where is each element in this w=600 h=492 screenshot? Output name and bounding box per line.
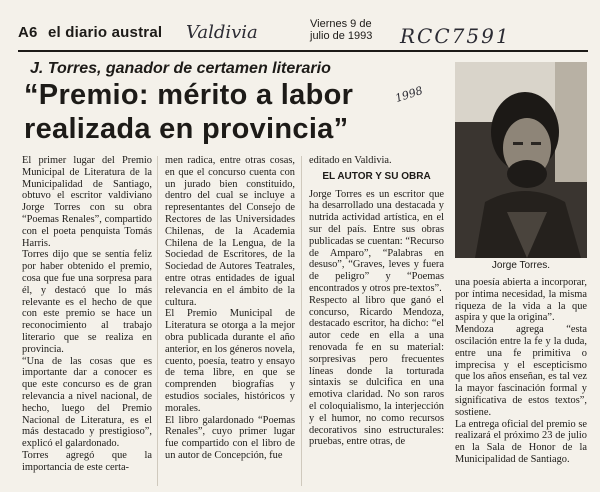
date-line-2: julio de 1993: [310, 30, 373, 42]
masthead-rule: [18, 50, 588, 52]
issue-date: [310, 18, 382, 42]
column-3-body: Jorge Torres es un escritor que ha desarrollado una destacada y nutrida actividad artística, en el sur del país. Entre sus obras publicadas se cuentan: “Recurso de Amparo”, “Palabras en desuso”, “Graves, leves y fuera de peligro” y “Poemas encontrados y otros pre-textos”. Respecto al libro que ganó el concurso, Ricardo Mendoza, destacado escritor, ha dicho: “el autor cede en ella a una renovada fe en su material: sorpresivas pero frecuentes líneas donde la torturada sintaxis se dulcifica en una emotiva claridad. No son raros el coloquialismo, la interjección y el humor, no como recursos decorativos sino estructurales: pruebas, entre otras, de: [309, 188, 444, 448]
article-column-1: El primer lugar del Premio Municipal de Literatura de la Municipalidad de Santiago, obtuvo el escritor valdiviano Jorge Torres con su obra “Poemas Renales”, compartido con el poeta penquista Tomás Harris. Torres dijo que se sentía feliz por haber obtenido el premio, cosa que fue una sorpresa para él, y destacó que lo más relevante es el hecho de que con este premio se hace un reconocimiento al trabajo literario que se realiza en provincia. “Una de las cosas que es importante dar a conocer es que este concurso es de gran relevancia a nivel nacional, de hecho, luego del Premio Nacional de Literatura, es el más destacado y prestigioso”, explicó el galardonado. Torres agregó que la importancia de este certa-: [22, 155, 152, 473]
page-number: A6: [18, 24, 38, 41]
section-subhead: EL AUTOR Y SU OBRA: [322, 170, 431, 182]
column-3-lead: editado en Valdivia.: [309, 155, 392, 166]
article-headline: “Premio: mérito a labor realizada en provincia”: [24, 79, 354, 145]
handwritten-margin-note: 1998: [393, 83, 425, 106]
handwritten-city: Valdivia: [186, 22, 258, 43]
portrait-photo-icon: [455, 62, 587, 258]
masthead-title: [18, 24, 162, 41]
author-photo: [455, 62, 587, 258]
masthead: [18, 18, 588, 52]
newspaper-name: el diario austral: [47, 24, 163, 41]
date-line-1: Viernes 9 de: [310, 18, 372, 30]
article-column-2: men radica, entre otras cosas, en que el concurso cuenta con un jurado bien constituido, dentro del cual se incluye a representantes del Consejo de Rectores de las Universidades Chilenas, de la Academia Chilena de la Lengua, de la Sociedad de Escritores, de la Sociedad de Autores Teatrales, entre otras entidades de igual relevancia en el ámbito de la cultura. El Premio Municipal de Literatura se otorga a la mejor obra publicada durante el año anterior, en los géneros novela, cuento, poesía, teatro y ensayo de tema libre, en que se comprenden biografías y estudios sociales, históricos y morales. El libro galardonado “Poemas Renales”, cuyo primer lugar fue compartido con el libro de un autor de Concepción, fue: [165, 155, 295, 461]
article-kicker: J. Torres, ganador de certamen literario: [30, 60, 331, 77]
photo-caption: Jorge Torres.: [491, 260, 551, 271]
column-divider: [301, 156, 302, 486]
column-divider: [157, 156, 158, 486]
article-column-4: una poesía abierta a incorporar, por íntima necesidad, la misma riqueza de la vida a la que aspira y que la origina”. Mendoza agrega “esta oscilación entre la fe y la duda, entre una fe primitiva o imprecisa y el escepticismo que los años enseñan, es tal vez la mayor fascinación formal y significativa de estos textos”, sostiene. La entrega oficial del premio se realizará el próximo 23 de julio en la Sala de Honor de la Municipalidad de Santiago.: [455, 277, 587, 465]
article-column-3: [309, 155, 444, 448]
handwritten-archive-code: RCC7591: [400, 24, 511, 48]
